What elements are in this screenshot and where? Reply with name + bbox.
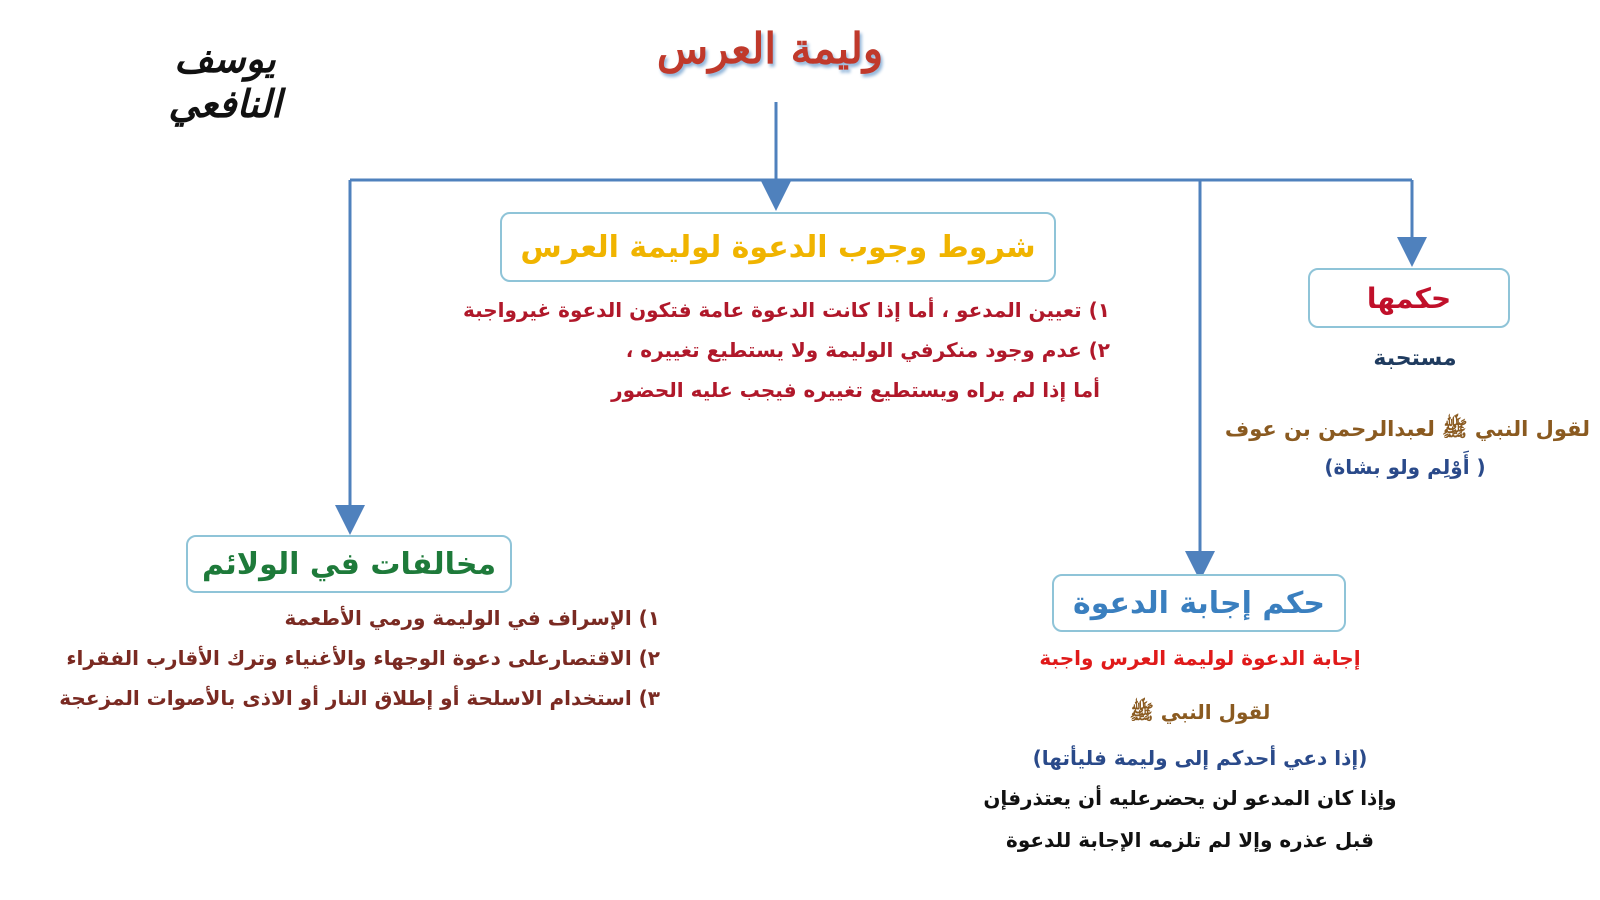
author-signature: يوسف النافعي (168, 36, 282, 126)
hukm-hadith: ( أَوْلِم ولو بشاة) (1324, 455, 1486, 479)
ijaba-heading: حكم إجابة الدعوة (1073, 585, 1325, 621)
ijaba-hadith: (إذا دعي أحدكم إلى وليمة فليأتها) (1032, 746, 1368, 770)
mukhalafat-item-1: ١) الإسراف في الوليمة ورمي الأطعمة (284, 606, 660, 630)
mukhalafat-box (186, 535, 512, 593)
ijaba-ruling: إجابة الدعوة لوليمة العرس واجبة (1039, 646, 1361, 670)
ijaba-evidence: لقول النبي ﷺ (1129, 700, 1271, 724)
hukm-evidence: لقول النبي ﷺ لعبدالرحمن بن عوف (1224, 417, 1590, 441)
hukm-box (1308, 268, 1510, 328)
hukm-heading: حكمها (1366, 281, 1452, 315)
shurut-item-1: ١) تعيين المدعو ، أما إذا كانت الدعوة عامة فتكون الدعوة غيرواجبة (462, 298, 1110, 322)
ijaba-note-line-2: قبل عذره وإلا لم تلزمه الإجابة للدعوة (1006, 828, 1374, 852)
mukhalafat-item-2: ٢) الاقتصارعلى دعوة الوجهاء والأغنياء وترك الأقارب الفقراء (66, 646, 660, 670)
shurut-heading: شروط وجوب الدعوة لوليمة العرس (520, 229, 1036, 265)
shurut-box (500, 212, 1056, 282)
shurut-item-2: ٢) عدم وجود منكرفي الوليمة ولا يستطيع تغييره ، (625, 338, 1110, 362)
page-title: وليمة العرس (656, 24, 884, 73)
shurut-item-3: أما إذا لم يراه ويستطيع تغييره فيجب عليه الحضور (611, 378, 1100, 402)
mukhalafat-heading: مخالفات في الولائم (201, 546, 497, 582)
mukhalafat-item-3: ٣) استخدام الاسلحة أو إطلاق النار أو الاذى بالأصوات المزعجة (59, 686, 660, 710)
ijaba-note-line-1: وإذا كان المدعو لن يحضرعليه أن يعتذرفإن (983, 786, 1397, 810)
ijaba-box (1052, 574, 1346, 632)
hukm-ruling: مستحبة (1373, 346, 1457, 371)
